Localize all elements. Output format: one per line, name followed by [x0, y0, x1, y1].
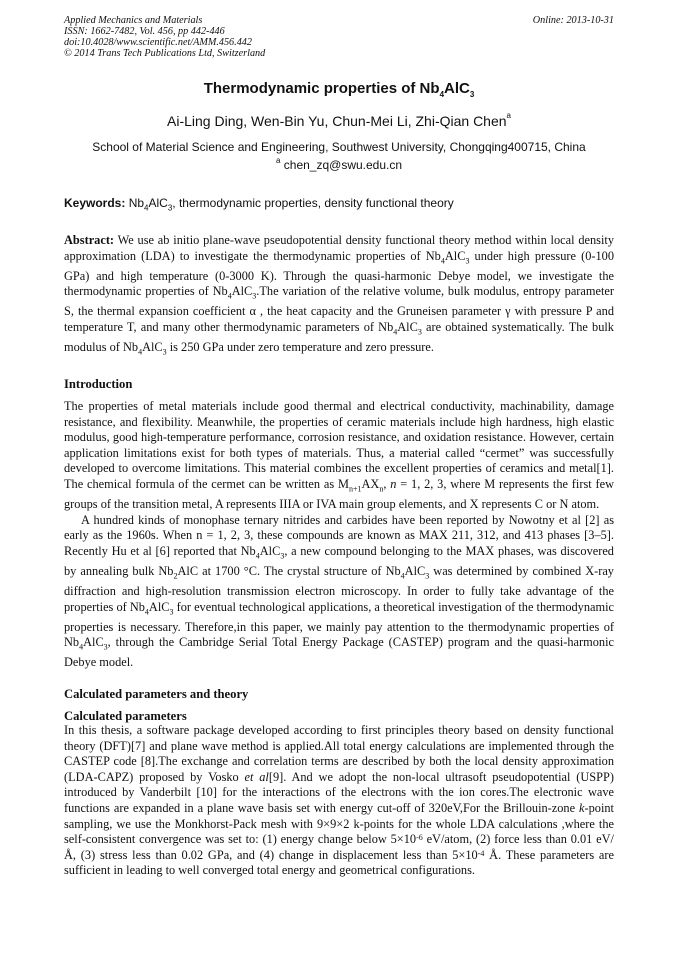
journal-header — [64, 15, 484, 59]
calculated-parameters-body: In this thesis, a software package developed according to first principles theory based on density functional theory (DFT)[7] and plane wave method is applied.All total energy calculations are implemented through the CASTEP code [8].The exchange and correlation terms are described by both the local density approximation (LDA-CAPZ) proposed by Vosko et al[9]. And we adopt the non-local ultrasoft pseudopotential (USPP) introduced by Vanderbilt [10] for the interactions of the electrons with the ion cores.The electronic wave functions are expanded in a plane wave basis set with energy cut-off of 320eV,For the Brillouin-zone k-point sampling, we use the Monkhorst-Pack mesh with 9×9×2 k-points for the whole LDA calculations ,where the self-consistent convergence was set to: (1) energy change below $5\times 10^{-6}$ eV/atom, (2) force less than 0.01 eV/Å, (3) stress less than 0.02 GPa, and (4) change in displacement less than $5\times 10^{-4}$ Å. These parameters are sufficient in leading to well converged total energy and geometrical configurations. — [64, 723, 614, 878]
intro-paragraph-1: The properties of metal materials include good thermal and electrical conductivity, machinability, damage resistance, and flexibility. Meanwhile, the properties of ceramic materials include high hardness, high elastic modulus, good high-temperature performance, corrosion resistance, and oxidation resistance. However, certain application limitations exist for both types of materials. Thus, a material called “cermet” was successfully developed to overcome limitations. This material combines the excellent properties of ceramics and metal[1]. The chemical formula of the cermet can be written as $M_{n+1}AX_n$, n = 1, 2, 3, where M represents the first few groups of the transition metal, A represents IIIA or IVA main group elements, and X represents C or N atom. — [64, 399, 615, 512]
copyright-line: © 2014 Trans Tech Publications Ltd, Switzerland — [64, 48, 266, 59]
author-list: Ai-Ling Ding, Wen-Bin Yu, Chun-Mei Li, Zhi-Qian Chen$^a$ — [167, 111, 511, 129]
subsection-heading: Calculated parameters — [64, 709, 187, 723]
doi-line: doi:10.4028/www.scientific.net/AMM.456.442 — [64, 37, 252, 48]
section-heading: Calculated parameters and theory — [64, 687, 249, 701]
online-date: Online: 2013-10-31 — [532, 15, 614, 26]
abstract: Abstract: We use ab initio plane-wave pseudopotential density functional theory method within local density approximation (LDA) to investigate the thermodynamic properties of $Nb_4AlC_3$ under high pressure (0-100 GPa) and high temperature (0-3000 K). Through the quasi-harmonic Debye model, we investigate the thermodynamic properties of $Nb_4AlC_3.The$ variation of the relative volume, bulk modulus, entropy parameter S, the thermal expansion coefficient α , the heat capacity and the Gruneisen parameter γ with pressure P and temperature T, and many other thermodynamic parameters of $Nb_4AlC_3$ are obtained systematically. The bulk modulus of $Nb_4AlC_3$ is 250 GPa under zero temperature and zero pressure. — [64, 233, 614, 357]
keywords: Keywords: $Nb_4AlC_3$, thermodynamic properties, density functional theory — [64, 196, 454, 213]
paper-title: Thermodynamic properties of $Nb_4AlC_3$ — [203, 80, 475, 99]
introduction-heading: Introduction — [64, 377, 133, 391]
keywords-label: Keywords: — [64, 196, 126, 210]
issn-line: ISSN: 1662-7482, Vol. 456, pp 442-446 — [64, 26, 225, 37]
intro-paragraph-2: A hundred kinds of monophase ternary nitrides and carbides have been reported by Nowotny et al [2] as early as the 1960s. When n = 1, 2, 3, these compounds are known as MAX 211, 312, and 413 phases [3–5]. Recently Hu et al [6] reported that $Nb_4AlC_3$, a new compound belonging to the MAX phases, was discovered by annealing bulk $Nb_2AlC$ at 1700 °C. The crystal structure of $Nb_4AlC_3$ was determined by combined X-ray diffraction and high-resolution transmission electron microscopy. In order to fully take advantage of the properties of $Nb_4AlC_3$ for eventual technological applications, a theoretical investigation of the thermodynamic properties is necessary. Therefore,in this paper, we mainly pay attention to the thermodynamic properties of $Nb_4AlC_3$, through the Cambridge Serial Total Energy Package (CASTEP) program and the quasi-harmonic Debye model. — [64, 512, 615, 670]
abstract-label: Abstract: — [64, 233, 115, 247]
introduction-body — [64, 399, 614, 671]
affiliation: School of Material Science and Engineering, Southwest University, Chongqing400715, China — [92, 140, 586, 154]
author-email: $^a$ chen_zq@swu.edu.cn — [275, 156, 403, 172]
journal-name: Applied Mechanics and Materials — [64, 15, 203, 26]
